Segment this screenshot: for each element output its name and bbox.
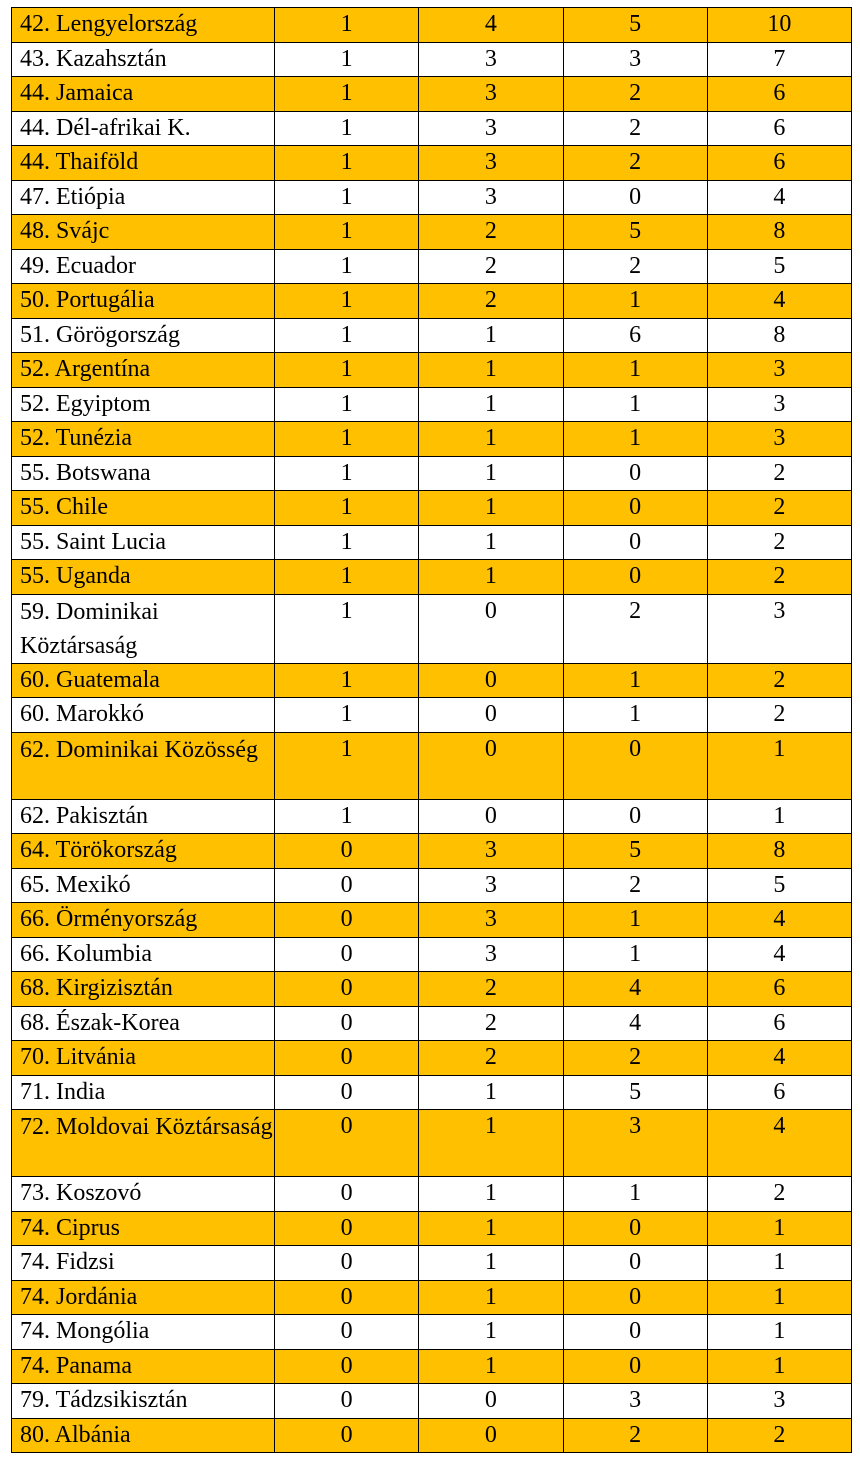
silver-count-cell: 2 bbox=[419, 284, 563, 319]
silver-count-cell: 0 bbox=[419, 698, 563, 733]
silver-count-cell: 1 bbox=[419, 1246, 563, 1281]
silver-count-cell: 2 bbox=[419, 249, 563, 284]
country-name-cell: 44. Thaiföld bbox=[12, 146, 275, 181]
country-name-cell: 48. Svájc bbox=[12, 215, 275, 250]
silver-count-cell: 1 bbox=[419, 1110, 563, 1177]
gold-count-cell: 0 bbox=[275, 1246, 419, 1281]
table-row bbox=[12, 422, 852, 457]
bronze-count-cell: 1 bbox=[563, 698, 707, 733]
gold-count-cell: 1 bbox=[275, 8, 419, 43]
gold-count-cell: 1 bbox=[275, 180, 419, 215]
country-name-cell: 74. Ciprus bbox=[12, 1211, 275, 1246]
bronze-count-cell: 0 bbox=[563, 799, 707, 834]
bronze-count-cell: 1 bbox=[563, 387, 707, 422]
table-row bbox=[12, 560, 852, 595]
country-name-cell: 71. India bbox=[12, 1075, 275, 1110]
total-count-cell: 1 bbox=[707, 1246, 851, 1281]
total-count-cell: 4 bbox=[707, 1041, 851, 1076]
gold-count-cell: 1 bbox=[275, 491, 419, 526]
table-row bbox=[12, 146, 852, 181]
bronze-count-cell: 1 bbox=[563, 1177, 707, 1212]
bronze-count-cell: 3 bbox=[563, 42, 707, 77]
table-row bbox=[12, 111, 852, 146]
country-name-cell: 55. Saint Lucia bbox=[12, 525, 275, 560]
total-count-cell: 8 bbox=[707, 834, 851, 869]
total-count-cell: 3 bbox=[707, 594, 851, 663]
bronze-count-cell: 2 bbox=[563, 594, 707, 663]
silver-count-cell: 3 bbox=[419, 868, 563, 903]
gold-count-cell: 0 bbox=[275, 1110, 419, 1177]
total-count-cell: 6 bbox=[707, 972, 851, 1007]
country-name-cell: 51. Görögország bbox=[12, 318, 275, 353]
silver-count-cell: 3 bbox=[419, 937, 563, 972]
bronze-count-cell: 1 bbox=[563, 937, 707, 972]
country-name-cell: 72. Moldovai Köztársaság bbox=[12, 1110, 275, 1177]
country-name-cell: 52. Tunézia bbox=[12, 422, 275, 457]
gold-count-cell: 0 bbox=[275, 1075, 419, 1110]
silver-count-cell: 0 bbox=[419, 594, 563, 663]
silver-count-cell: 1 bbox=[419, 525, 563, 560]
bronze-count-cell: 1 bbox=[563, 422, 707, 457]
bronze-count-cell: 1 bbox=[563, 284, 707, 319]
table-row bbox=[12, 1075, 852, 1110]
medal-table-body bbox=[12, 8, 852, 1453]
gold-count-cell: 0 bbox=[275, 1006, 419, 1041]
country-name-cell: 60. Marokkó bbox=[12, 698, 275, 733]
table-row bbox=[12, 732, 852, 799]
total-count-cell: 4 bbox=[707, 903, 851, 938]
gold-count-cell: 1 bbox=[275, 215, 419, 250]
table-row bbox=[12, 1246, 852, 1281]
table-row bbox=[12, 525, 852, 560]
table-row bbox=[12, 1110, 852, 1177]
total-count-cell: 2 bbox=[707, 456, 851, 491]
total-count-cell: 3 bbox=[707, 1384, 851, 1419]
gold-count-cell: 0 bbox=[275, 1211, 419, 1246]
gold-count-cell: 1 bbox=[275, 77, 419, 112]
table-row bbox=[12, 594, 852, 663]
silver-count-cell: 2 bbox=[419, 215, 563, 250]
country-name-cell: 68. Kirgizisztán bbox=[12, 972, 275, 1007]
bronze-count-cell: 5 bbox=[563, 1075, 707, 1110]
table-row bbox=[12, 1315, 852, 1350]
country-name-cell: 42. Lengyelország bbox=[12, 8, 275, 43]
country-name-cell: 44. Jamaica bbox=[12, 77, 275, 112]
total-count-cell: 1 bbox=[707, 732, 851, 799]
bronze-count-cell: 0 bbox=[563, 560, 707, 595]
table-row bbox=[12, 834, 852, 869]
silver-count-cell: 0 bbox=[419, 732, 563, 799]
silver-count-cell: 1 bbox=[419, 1349, 563, 1384]
country-name-cell: 52. Egyiptom bbox=[12, 387, 275, 422]
silver-count-cell: 1 bbox=[419, 353, 563, 388]
gold-count-cell: 1 bbox=[275, 353, 419, 388]
total-count-cell: 6 bbox=[707, 1075, 851, 1110]
total-count-cell: 3 bbox=[707, 353, 851, 388]
gold-count-cell: 1 bbox=[275, 594, 419, 663]
total-count-cell: 6 bbox=[707, 77, 851, 112]
gold-count-cell: 1 bbox=[275, 249, 419, 284]
silver-count-cell: 4 bbox=[419, 8, 563, 43]
country-name-cell: 55. Botswana bbox=[12, 456, 275, 491]
total-count-cell: 2 bbox=[707, 698, 851, 733]
silver-count-cell: 1 bbox=[419, 1211, 563, 1246]
country-name-cell: 66. Örményország bbox=[12, 903, 275, 938]
table-row bbox=[12, 903, 852, 938]
bronze-count-cell: 1 bbox=[563, 353, 707, 388]
table-row bbox=[12, 284, 852, 319]
bronze-count-cell: 5 bbox=[563, 8, 707, 43]
total-count-cell: 4 bbox=[707, 284, 851, 319]
gold-count-cell: 0 bbox=[275, 1418, 419, 1453]
table-row bbox=[12, 1041, 852, 1076]
total-count-cell: 5 bbox=[707, 868, 851, 903]
table-row bbox=[12, 972, 852, 1007]
gold-count-cell: 0 bbox=[275, 1041, 419, 1076]
bronze-count-cell: 1 bbox=[563, 903, 707, 938]
total-count-cell: 8 bbox=[707, 215, 851, 250]
gold-count-cell: 1 bbox=[275, 525, 419, 560]
gold-count-cell: 1 bbox=[275, 111, 419, 146]
country-name-cell: 80. Albánia bbox=[12, 1418, 275, 1453]
country-name-cell: 65. Mexikó bbox=[12, 868, 275, 903]
table-row bbox=[12, 1349, 852, 1384]
gold-count-cell: 1 bbox=[275, 422, 419, 457]
table-row bbox=[12, 663, 852, 698]
medal-table bbox=[11, 7, 852, 1453]
bronze-count-cell: 2 bbox=[563, 77, 707, 112]
total-count-cell: 6 bbox=[707, 1006, 851, 1041]
country-name-cell: 55. Uganda bbox=[12, 560, 275, 595]
silver-count-cell: 1 bbox=[419, 456, 563, 491]
total-count-cell: 4 bbox=[707, 1110, 851, 1177]
table-row bbox=[12, 937, 852, 972]
total-count-cell: 1 bbox=[707, 1211, 851, 1246]
bronze-count-cell: 5 bbox=[563, 834, 707, 869]
country-name-cell: 50. Portugália bbox=[12, 284, 275, 319]
gold-count-cell: 1 bbox=[275, 318, 419, 353]
total-count-cell: 4 bbox=[707, 937, 851, 972]
gold-count-cell: 0 bbox=[275, 937, 419, 972]
gold-count-cell: 1 bbox=[275, 799, 419, 834]
silver-count-cell: 3 bbox=[419, 77, 563, 112]
bronze-count-cell: 3 bbox=[563, 1110, 707, 1177]
silver-count-cell: 3 bbox=[419, 42, 563, 77]
bronze-count-cell: 0 bbox=[563, 1280, 707, 1315]
table-row bbox=[12, 180, 852, 215]
gold-count-cell: 0 bbox=[275, 1315, 419, 1350]
silver-count-cell: 1 bbox=[419, 387, 563, 422]
silver-count-cell: 0 bbox=[419, 1418, 563, 1453]
bronze-count-cell: 2 bbox=[563, 1041, 707, 1076]
bronze-count-cell: 0 bbox=[563, 1211, 707, 1246]
table-row bbox=[12, 1384, 852, 1419]
total-count-cell: 3 bbox=[707, 387, 851, 422]
total-count-cell: 3 bbox=[707, 422, 851, 457]
silver-count-cell: 2 bbox=[419, 972, 563, 1007]
gold-count-cell: 1 bbox=[275, 698, 419, 733]
table-row bbox=[12, 1177, 852, 1212]
gold-count-cell: 1 bbox=[275, 146, 419, 181]
total-count-cell: 2 bbox=[707, 560, 851, 595]
bronze-count-cell: 0 bbox=[563, 491, 707, 526]
gold-count-cell: 1 bbox=[275, 732, 419, 799]
silver-count-cell: 1 bbox=[419, 1075, 563, 1110]
total-count-cell: 2 bbox=[707, 663, 851, 698]
gold-count-cell: 1 bbox=[275, 42, 419, 77]
country-name-cell: 74. Mongólia bbox=[12, 1315, 275, 1350]
table-row bbox=[12, 1006, 852, 1041]
table-row bbox=[12, 249, 852, 284]
country-name-cell: 68. Észak-Korea bbox=[12, 1006, 275, 1041]
silver-count-cell: 1 bbox=[419, 1315, 563, 1350]
silver-count-cell: 3 bbox=[419, 903, 563, 938]
table-row bbox=[12, 698, 852, 733]
bronze-count-cell: 0 bbox=[563, 456, 707, 491]
total-count-cell: 2 bbox=[707, 491, 851, 526]
table-row bbox=[12, 1211, 852, 1246]
country-name-cell: 49. Ecuador bbox=[12, 249, 275, 284]
gold-count-cell: 0 bbox=[275, 1280, 419, 1315]
gold-count-cell: 0 bbox=[275, 972, 419, 1007]
country-name-cell: 70. Litvánia bbox=[12, 1041, 275, 1076]
total-count-cell: 1 bbox=[707, 1349, 851, 1384]
total-count-cell: 6 bbox=[707, 146, 851, 181]
gold-count-cell: 0 bbox=[275, 868, 419, 903]
bronze-count-cell: 5 bbox=[563, 215, 707, 250]
country-name-cell: 64. Törökország bbox=[12, 834, 275, 869]
gold-count-cell: 0 bbox=[275, 1177, 419, 1212]
total-count-cell: 1 bbox=[707, 799, 851, 834]
total-count-cell: 4 bbox=[707, 180, 851, 215]
silver-count-cell: 0 bbox=[419, 663, 563, 698]
country-name-cell: 62. Dominikai Közösség bbox=[12, 732, 275, 799]
country-name-cell: 47. Etiópia bbox=[12, 180, 275, 215]
bronze-count-cell: 0 bbox=[563, 1246, 707, 1281]
total-count-cell: 2 bbox=[707, 1418, 851, 1453]
table-row bbox=[12, 456, 852, 491]
total-count-cell: 7 bbox=[707, 42, 851, 77]
country-name-cell: 74. Panama bbox=[12, 1349, 275, 1384]
table-row bbox=[12, 42, 852, 77]
bronze-count-cell: 0 bbox=[563, 180, 707, 215]
country-name-cell: 60. Guatemala bbox=[12, 663, 275, 698]
gold-count-cell: 1 bbox=[275, 387, 419, 422]
total-count-cell: 8 bbox=[707, 318, 851, 353]
bronze-count-cell: 3 bbox=[563, 1384, 707, 1419]
country-name-cell: 73. Koszovó bbox=[12, 1177, 275, 1212]
silver-count-cell: 3 bbox=[419, 834, 563, 869]
table-row bbox=[12, 491, 852, 526]
country-name-cell: 74. Jordánia bbox=[12, 1280, 275, 1315]
silver-count-cell: 3 bbox=[419, 180, 563, 215]
country-name-cell: 59. Dominikai Köztársaság bbox=[12, 594, 275, 663]
bronze-count-cell: 6 bbox=[563, 318, 707, 353]
bronze-count-cell: 0 bbox=[563, 525, 707, 560]
country-name-cell: 52. Argentína bbox=[12, 353, 275, 388]
silver-count-cell: 3 bbox=[419, 146, 563, 181]
country-name-cell: 66. Kolumbia bbox=[12, 937, 275, 972]
country-name-cell: 62. Pakisztán bbox=[12, 799, 275, 834]
bronze-count-cell: 2 bbox=[563, 249, 707, 284]
country-name-cell: 74. Fidzsi bbox=[12, 1246, 275, 1281]
total-count-cell: 6 bbox=[707, 111, 851, 146]
silver-count-cell: 1 bbox=[419, 422, 563, 457]
total-count-cell: 2 bbox=[707, 1177, 851, 1212]
table-row bbox=[12, 77, 852, 112]
silver-count-cell: 0 bbox=[419, 1384, 563, 1419]
country-name-cell: 79. Tádzsikisztán bbox=[12, 1384, 275, 1419]
gold-count-cell: 0 bbox=[275, 1349, 419, 1384]
bronze-count-cell: 2 bbox=[563, 1418, 707, 1453]
bronze-count-cell: 4 bbox=[563, 972, 707, 1007]
country-name-cell: 43. Kazahsztán bbox=[12, 42, 275, 77]
total-count-cell: 5 bbox=[707, 249, 851, 284]
silver-count-cell: 1 bbox=[419, 318, 563, 353]
silver-count-cell: 1 bbox=[419, 1177, 563, 1212]
total-count-cell: 10 bbox=[707, 8, 851, 43]
silver-count-cell: 0 bbox=[419, 799, 563, 834]
bronze-count-cell: 2 bbox=[563, 111, 707, 146]
table-row bbox=[12, 1280, 852, 1315]
silver-count-cell: 1 bbox=[419, 560, 563, 595]
silver-count-cell: 1 bbox=[419, 491, 563, 526]
bronze-count-cell: 0 bbox=[563, 1315, 707, 1350]
bronze-count-cell: 2 bbox=[563, 868, 707, 903]
table-row bbox=[12, 353, 852, 388]
gold-count-cell: 1 bbox=[275, 456, 419, 491]
table-row bbox=[12, 799, 852, 834]
gold-count-cell: 1 bbox=[275, 284, 419, 319]
table-row bbox=[12, 387, 852, 422]
bronze-count-cell: 0 bbox=[563, 1349, 707, 1384]
country-name-cell: 44. Dél-afrikai K. bbox=[12, 111, 275, 146]
total-count-cell: 2 bbox=[707, 525, 851, 560]
table-row bbox=[12, 215, 852, 250]
country-name-cell: 55. Chile bbox=[12, 491, 275, 526]
table-row bbox=[12, 868, 852, 903]
table-row bbox=[12, 8, 852, 43]
silver-count-cell: 3 bbox=[419, 111, 563, 146]
gold-count-cell: 0 bbox=[275, 1384, 419, 1419]
gold-count-cell: 0 bbox=[275, 834, 419, 869]
bronze-count-cell: 1 bbox=[563, 663, 707, 698]
bronze-count-cell: 0 bbox=[563, 732, 707, 799]
bronze-count-cell: 4 bbox=[563, 1006, 707, 1041]
silver-count-cell: 2 bbox=[419, 1006, 563, 1041]
gold-count-cell: 1 bbox=[275, 560, 419, 595]
total-count-cell: 1 bbox=[707, 1280, 851, 1315]
gold-count-cell: 0 bbox=[275, 903, 419, 938]
silver-count-cell: 2 bbox=[419, 1041, 563, 1076]
gold-count-cell: 1 bbox=[275, 663, 419, 698]
table-row bbox=[12, 1418, 852, 1453]
bronze-count-cell: 2 bbox=[563, 146, 707, 181]
total-count-cell: 1 bbox=[707, 1315, 851, 1350]
table-row bbox=[12, 318, 852, 353]
silver-count-cell: 1 bbox=[419, 1280, 563, 1315]
